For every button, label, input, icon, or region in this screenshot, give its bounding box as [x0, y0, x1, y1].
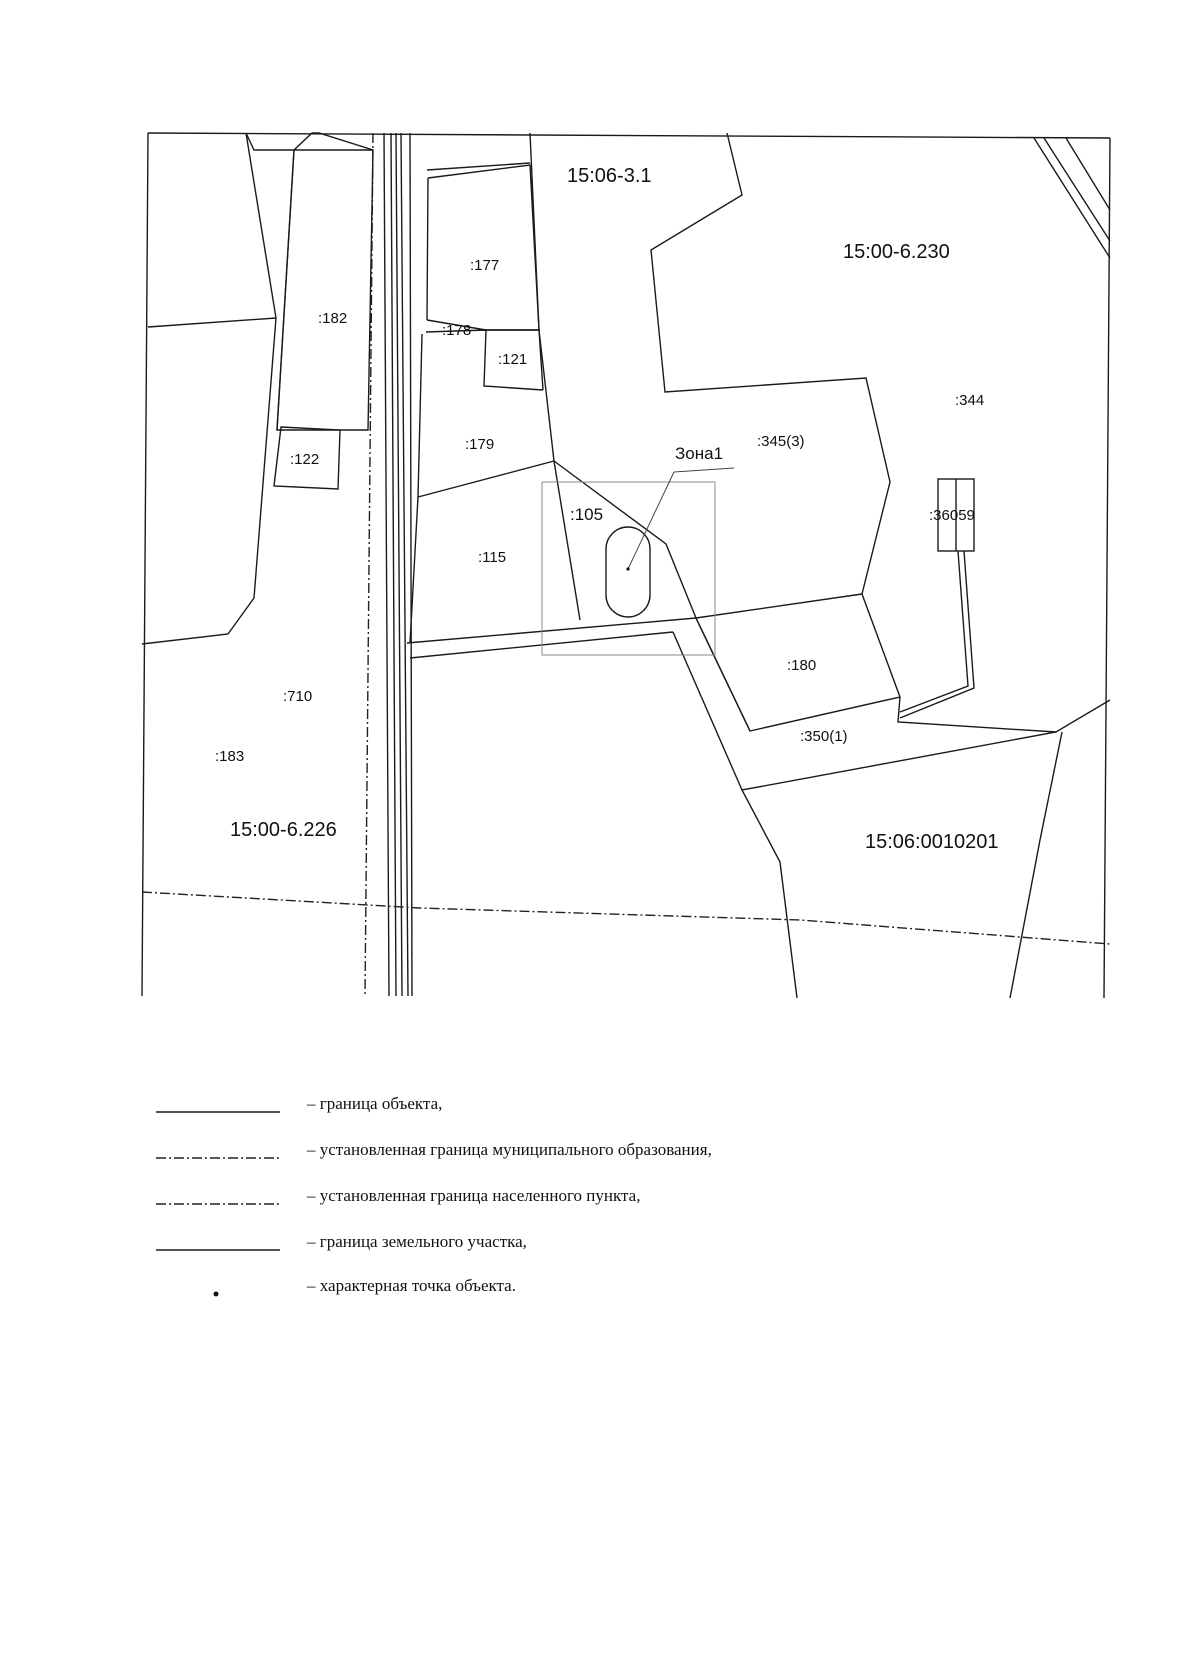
zone-label-15-00-6-230: 15:00-6.230 [843, 241, 950, 263]
legend [156, 1094, 712, 1297]
point-marker-icon [214, 1292, 219, 1297]
parcels-middle [407, 163, 862, 658]
parcel-label-121: :121 [498, 351, 528, 368]
parcel-label-350: :350(1) [800, 728, 848, 745]
parcel-label-180: :180 [787, 657, 817, 674]
parcels-west [142, 133, 373, 644]
parcels-east [530, 133, 1110, 998]
svg-text:– установленная граница населе: – установленная граница населенного пункта, [307, 1186, 641, 1205]
parcel-label-122: :122 [290, 451, 320, 468]
parcel-label-179: :179 [465, 436, 495, 453]
parcel-label-36059: :36059 [929, 507, 975, 524]
legend-item-object-boundary [156, 1094, 442, 1113]
object-label: Зона1 [675, 444, 724, 463]
parcel-label-178: :178 [442, 322, 472, 339]
parcel-label-177: :177 [470, 257, 500, 274]
zone-label-15-00-6-226: 15:00-6.226 [230, 819, 337, 841]
quarter-label: 15:06:0010201 [865, 831, 999, 853]
parcel-label-183: :183 [215, 748, 245, 765]
svg-text:– граница объекта,: – граница объекта, [307, 1094, 443, 1113]
parcel-label-710: :710 [283, 688, 313, 705]
parcel-label-115: :115 [478, 549, 507, 566]
legend-item-settlement-boundary [156, 1186, 640, 1205]
legend-item-characteristic-point [214, 1276, 516, 1297]
zone-label-15-06-3-1: 15:06-3.1 [567, 165, 652, 187]
parcel-label-105: :105 [570, 505, 604, 524]
svg-text:– установленная граница муници: – установленная граница муниципального образования, [307, 1140, 712, 1159]
legend-item-municipal-boundary [156, 1140, 712, 1159]
parcel-label-345: :345(3) [757, 433, 805, 450]
municipal-boundary [142, 892, 1110, 944]
legend-item-land-plot-boundary [156, 1232, 527, 1251]
svg-text:– граница земельного участка,: – граница земельного участка, [307, 1232, 527, 1251]
parcel-label-344: :344 [955, 392, 985, 409]
svg-text:– характерная точка объекта.: – характерная точка объекта. [307, 1276, 516, 1295]
parcel-label-182: :182 [318, 310, 348, 327]
map-labels [215, 165, 998, 853]
road-lines [365, 133, 412, 996]
